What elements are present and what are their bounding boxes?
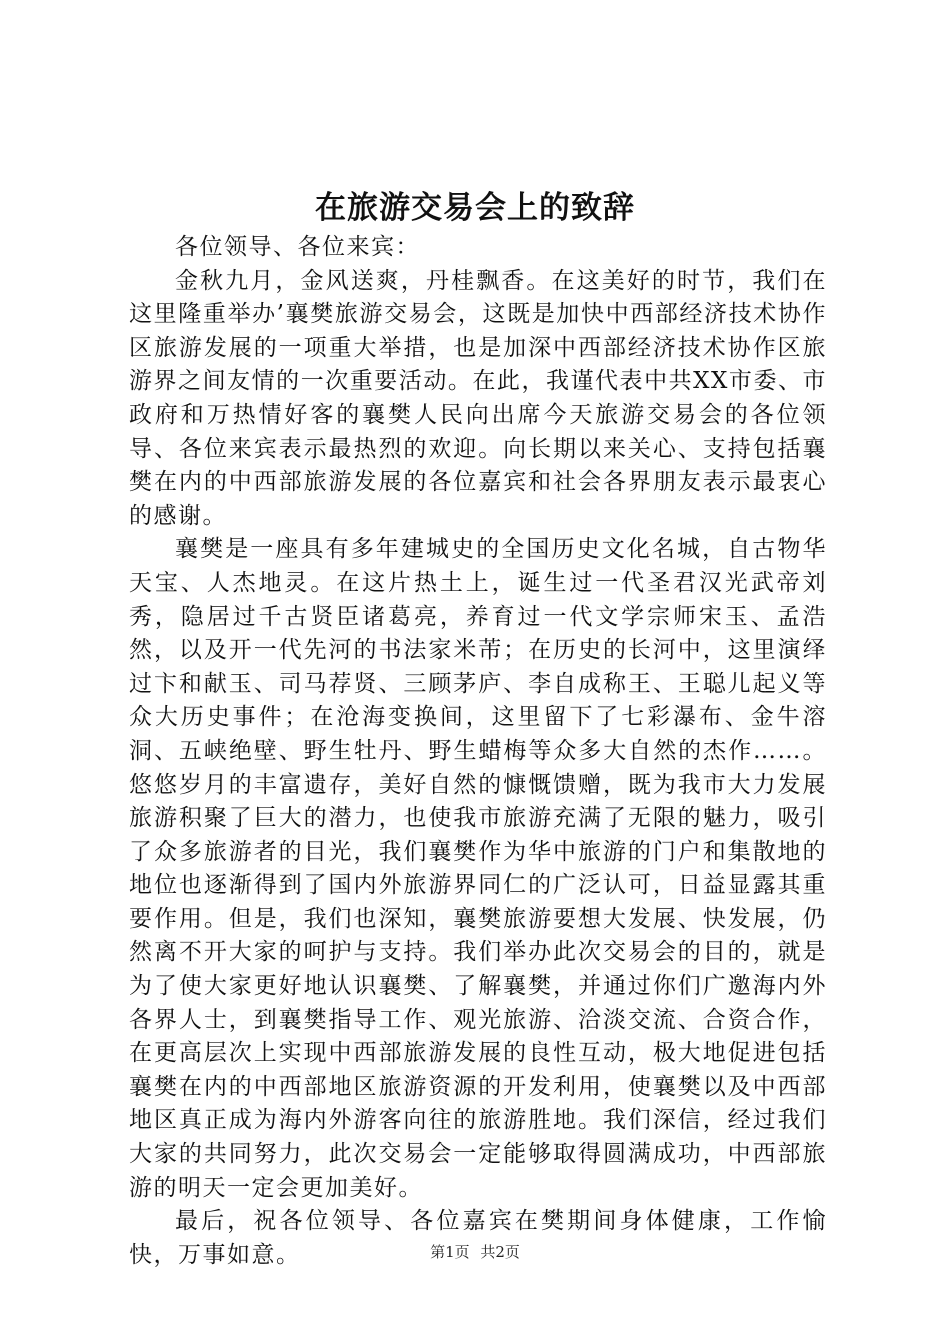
page-footer: [0, 1241, 950, 1263]
page-total: 共2页: [480, 1243, 520, 1261]
document-title: 在旅游交易会上的致辞: [315, 190, 635, 226]
body-paragraph: 襄樊是一座具有多年建城史的全国历史文化名城，自古物华天宝、人杰地灵。在这片热土上，诞生过一代圣君汉光武帝刘秀，隐居过千古贤臣诸葛亮，养育过一代文学宗师宋玉、孟浩然，以及开一代先河的书法家米芾；在历史的长河中，这里演绎过卞和献玉、司马荐贤、三顾茅庐、李自成称王、王聪儿起义等众大历史事件；在沧海变换间，这里留下了七彩瀑布、金牛溶洞、五峡绝壁、野生牡丹、野生蜡梅等众多大自然的杰作……。悠悠岁月的丰富遗存，美好自然的慷慨馈赠，既为我市大力发展旅游积聚了巨大的潜力，也使我市旅游充满了无限的魅力，吸引了众多旅游者的目光，我们襄樊作为华中旅游的门户和集散地的地位也逐渐得到了国内外旅游界同仁的广泛认可，日益显露其重要作用。但是，我们也深知，襄樊旅游要想大发展、快发展，仍然离不开大家的呵护与支持。我们举办此次交易会的目的，就是为了使大家更好地认识襄樊、了解襄樊，并通过你们广邀海内外各界人士，到襄樊指导工作、观光旅游、洽淡交流、合资合作，在更高层次上实现中西部旅游发展的良性互动，极大地促进包括襄樊在内的中西部地区旅游资源的开发利用，使襄樊以及中西部地区真正成为海内外游客向往的旅游胜地。我们深信，经过我们大家的共同努力，此次交易会一定能够取得圆满成功，中西部旅游的明天一定会更加美好。: [129, 536, 827, 1201]
page-number: 第1页: [430, 1243, 470, 1261]
body-paragraph: 最后，祝各位领导、各位嘉宾在樊期间身体健康，工作愉快，万事如意。: [129, 1208, 827, 1268]
document-body: [129, 231, 827, 1272]
greeting-paragraph: 各位领导、各位来宾：: [175, 234, 420, 260]
body-paragraph: 金秋九月，金风送爽，丹桂飘香。在这美好的时节，我们在这里隆重举办’襄樊旅游交易会，这既是加快中西部经济技术协作区旅游发展的一项重大举措，也是加深中西部经济技术协作区旅游界之间友情的一次重要活动。在此，我谨代表中共XX市委、市政府和万热情好客的襄樊人民向出席今天旅游交易会的各位领导、各位来宾表示最热烈的欢迎。向长期以来关心、支持包括襄樊在内的中西部旅游发展的各位嘉宾和社会各界朋友表示最衷心的感谢。: [129, 267, 827, 529]
